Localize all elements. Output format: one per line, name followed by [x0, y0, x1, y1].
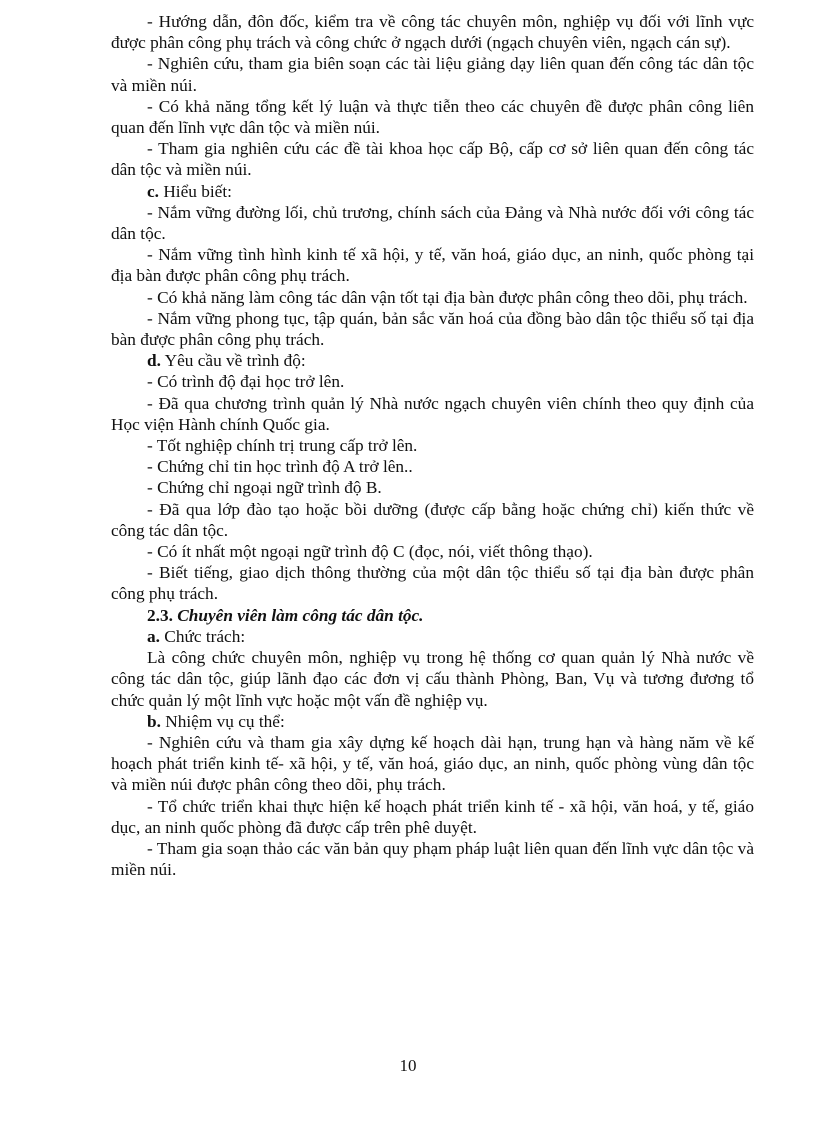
paragraph: - Tham gia soạn thảo các văn bản quy phạm pháp luật liên quan đến lĩnh vực dân tộc và miền núi. [111, 838, 754, 880]
body-text [111, 11, 754, 880]
section-heading [111, 350, 754, 371]
section-heading [111, 626, 754, 647]
section-heading-text: Yêu cầu về trình độ: [160, 351, 306, 371]
paragraph: - Nắm vững đường lối, chủ trương, chính sách của Đảng và Nhà nước đối với công tác dân tộc. [111, 202, 754, 244]
paragraph: - Biết tiếng, giao dịch thông thường của một dân tộc thiểu số tại địa bàn được phân công phụ trách. [111, 563, 754, 604]
paragraph: - Hướng dẫn, đôn đốc, kiểm tra về công tác chuyên môn, nghiệp vụ đối với lĩnh vực được phân công phụ trách và công chức ở ngạch dưới (ngạch chuyên viên, ngạch cán sự). [111, 12, 754, 53]
paragraph: - Nghiên cứu, tham gia biên soạn các tài liệu giảng dạy liên quan đến công tác dân tộc và miền núi. [111, 54, 754, 95]
paragraph: - Có trình độ đại học trở lên. [147, 372, 345, 392]
subsection-heading [111, 605, 754, 626]
section-heading [111, 181, 754, 202]
section-marker: c. [147, 181, 159, 201]
paragraph: - Đã qua lớp đào tạo hoặc bồi dưỡng (được cấp bằng hoặc chứng chỉ) kiến thức về công tác dân tộc. [111, 499, 754, 540]
paragraph: Là công chức chuyên môn, nghiệp vụ trong hệ thống cơ quan quản lý Nhà nước về công tác dân tộc, giúp lãnh đạo các đơn vị cấu thành Phòng, Ban, Vụ và tương đương tổ chức quản lý một lĩnh vực hoặc một vấn đề nghiệp vụ. [111, 648, 754, 710]
paragraph: - Đã qua chương trình quản lý Nhà nước ngạch chuyên viên chính theo quy định của Học viện Hành chính Quốc gia. [111, 393, 754, 434]
subsection-number: 2.3. [147, 605, 173, 625]
section-marker: d. [147, 351, 161, 371]
paragraph: - Tham gia nghiên cứu các đề tài khoa học cấp Bộ, cấp cơ sở liên quan đến công tác dân tộc và miền núi. [111, 139, 754, 180]
section-heading-text: Chức trách: [159, 626, 246, 646]
page-number: 10 [399, 1056, 417, 1075]
paragraph: - Chứng chỉ tin học trình độ A trở lên.. [147, 457, 413, 477]
section-heading-text: Hiểu biết: [159, 181, 232, 201]
subsection-title: Chuyên viên làm công tác dân tộc. [172, 605, 424, 625]
paragraph: - Nắm vững tình hình kinh tế xã hội, y tế, văn hoá, giáo dục, an ninh, quốc phòng tại địa bàn được phân công phụ trách. [111, 245, 754, 286]
paragraph: - Có khả năng tổng kết lý luận và thực tiễn theo các chuyên đề được phân công liên quan đến lĩnh vực dân tộc và miền núi. [111, 96, 754, 138]
paragraph: - Nghiên cứu và tham gia xây dựng kế hoạch dài hạn, trung hạn và hàng năm về kế hoạch phát triển kinh tế- xã hội, y tế, văn hoá, giáo dục, an ninh, quốc phòng vùng dân tộc và miền núi được phân công theo dõi, phụ trách. [111, 732, 754, 795]
section-marker: a. [147, 626, 160, 646]
section-heading-text: Nhiệm vụ cụ thể: [160, 711, 285, 731]
paragraph: - Có ít nhất một ngoại ngữ trình độ C (đọc, nói, viết thông thạo). [147, 542, 593, 562]
paragraph: - Tốt nghiệp chính trị trung cấp trở lên. [147, 436, 418, 456]
section-heading [111, 711, 754, 732]
paragraph: - Chứng chỉ ngoại ngữ trình độ B. [147, 478, 382, 498]
paragraph: - Tổ chức triển khai thực hiện kế hoạch phát triển kinh tế - xã hội, văn hoá, y tế, giáo dục, an ninh quốc phòng đã được cấp trên phê duyệt. [111, 796, 754, 837]
paragraph: - Nắm vững phong tục, tập quán, bản sắc văn hoá của đồng bào dân tộc thiểu số tại địa bàn được phân công phụ trách. [111, 308, 754, 350]
section-marker: b. [147, 711, 161, 731]
paragraph: - Có khả năng làm công tác dân vận tốt tại địa bàn được phân công theo dõi, phụ trách. [147, 287, 748, 307]
